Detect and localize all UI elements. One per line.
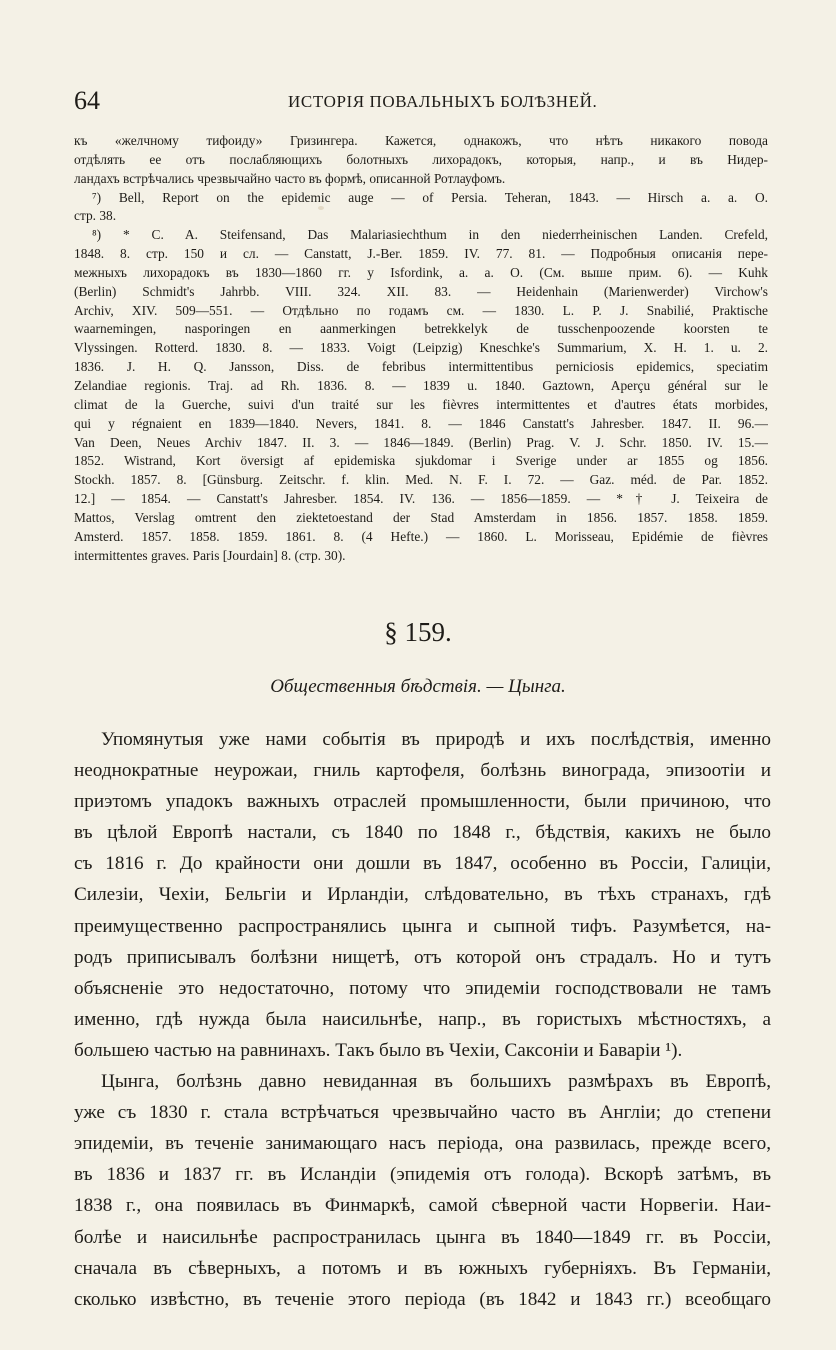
footnote-line: waarnemingen, nasporingen en aanmerkingen betrekkelyk de tusschenpoozende koorsten te	[74, 321, 768, 337]
text-line: съ 1816 г. До крайности они дошли въ 1847, особенно въ Россіи, Галиціи,	[74, 853, 771, 875]
footnote-line: Stockh. 1857. 8. [Günsburg. Zeitschr. f. klin. Med. N. F. I. 72. — Gaz. méd. de Par. 1852.	[74, 472, 768, 488]
footnote-line: intermittentes graves. Paris [Jourdain] 8. (стр. 30).	[74, 547, 346, 563]
section-number: § 159.	[384, 617, 452, 647]
text-line: въ 1836 и 1837 гг. въ Исландіи (эпидемія отъ голода). Вскорѣ затѣмъ, въ	[74, 1164, 771, 1186]
footnote-line: 1852. Wistrand, Kort översigt af epidemiska sjukdomar i Sverige under ar 1855 og 1856.	[74, 453, 768, 469]
footnote-line: Vlyssingen. Rotterd. 1830. 8. — 1833. Voigt (Leipzig) Kneschke's Summarium, X. H. 1. u. 2.	[74, 340, 768, 356]
text-line: болѣе и наисильнѣе распространилась цынга въ 1840—1849 гг. въ Россіи,	[74, 1226, 771, 1248]
text-line: въ цѣлой Европѣ настали, съ 1840 по 1848 г., бѣдствія, какихъ не было	[74, 822, 771, 844]
footnote-line: 12.] — 1854. — Canstatt's Jahresber. 1854. IV. 136. — 1856—1859. — *† J. Teixeira de	[74, 491, 768, 507]
text-line: эпидеміи, въ теченіе занимающаго насъ періода, она развилась, прежде всего,	[74, 1133, 771, 1155]
footnote-line: Van Deen, Neues Archiv 1847. II. 3. — 1846—1849. (Berlin) Prag. V. J. Schr. 1850. IV. 15.—	[74, 434, 768, 450]
footnote-line: Archiv, XIV. 509—551. — Отдѣльно по годамъ см. — 1830. L. P. J. Snabilié, Praktische	[74, 302, 768, 318]
footnote-line: ⁸) * C. A. Steifensand, Das Malariasiechthum in den niederrheinischen Landen. Crefeld,	[92, 227, 768, 243]
footnotes-block	[74, 132, 768, 565]
footnote-line: ландахъ встрѣчались чрезвычайно часто въ формѣ, описанной Ротлауфомъ.	[74, 170, 506, 186]
footnote-line: Amsterd. 1857. 1858. 1859. 1861. 8. (4 Hefte.) — 1860. L. Morisseau, Epidémie de fièvres	[74, 528, 768, 544]
footnote-line: межныхъ лихорадокъ въ 1830—1860 гг. у Isfordink, a. a. O. (См. выше прим. 6). — Kuhk	[74, 264, 768, 280]
footnote-line: (Berlin) Schmidt's Jahrbb. VIII. 324. XII. 83. — Heidenhain (Marienwerder) Virchow's	[74, 283, 768, 299]
footnote-line: 1848. 8. стр. 150 и сл. — Canstatt, J.-Ber. 1859. IV. 77. 81. — Подробныя описанія пере-	[74, 246, 768, 262]
footnote-line: 1836. J. H. Q. Jansson, Diss. de febribus intermittentibus perniciosis epidemics, speciatim	[74, 359, 768, 375]
main-text	[74, 724, 771, 1315]
text-line: Цынга, болѣзнь давно невиданная въ большихъ размѣрахъ въ Европѣ,	[101, 1071, 771, 1093]
footnote-line: отдѣлять ее отъ послабляющихъ болотныхъ лихорадокъ, которыя, напр., и въ Нидер-	[74, 151, 768, 167]
footnote-line: Mattos, Verslag omtrent den ziektetoestand der Stad Amsterdam in 1856. 1857. 1858. 1859.	[74, 509, 768, 525]
text-line: сколько извѣстно, въ теченіе этого періода (въ 1842 и 1843 гг.) всеобщаго	[74, 1288, 771, 1310]
text-line: родъ приписывалъ болѣзни нищетѣ, отъ которой онъ страдалъ. Но и тутъ	[74, 946, 771, 968]
section-heading: Общественныя бѣдствія. — Цынга.	[270, 676, 566, 697]
footnote-line: climat de la Guerche, suivi d'un traité sur les fièvres intermittentes et d'autres états morbides,	[74, 396, 768, 412]
text-line: именно, гдѣ нужда была наисильнѣе, напр., въ гористыхъ мѣстностяхъ, а	[74, 1008, 771, 1030]
text-line: сначала въ сѣверныхъ, а потомъ и въ южныхъ губерніяхъ. Въ Германіи,	[74, 1257, 771, 1279]
text-line: большею частью на равнинахъ. Такъ было въ Чехіи, Саксоніи и Баваріи ¹).	[74, 1039, 683, 1061]
text-line: 1838 г., она появилась въ Финмаркѣ, самой сѣверной части Норвегіи. Наи-	[74, 1195, 771, 1217]
text-line: неоднократные неурожаи, гниль картофеля, болѣзнь винограда, эпизоотіи и	[74, 760, 771, 782]
text-line: Силезіи, Чехіи, Бельгіи и Ирландіи, слѣдовательно, въ тѣхъ странахъ, гдѣ	[74, 884, 771, 906]
text-line: приэтомъ упадокъ важныхъ отраслей промышленности, были причиною, что	[74, 791, 771, 813]
footnote-line: Zelandiae regionis. Traj. ad Rh. 1836. 8. — 1839 u. 1840. Gaztown, Aperçu général sur le	[74, 377, 768, 393]
footnote-line: стр. 38.	[74, 208, 117, 224]
text-line: уже съ 1830 г. стала встрѣчаться чрезвычайно часто въ Англіи; до степени	[74, 1102, 771, 1124]
text-line: преимущественно распространялись цынга и сыпной тифъ. Разумѣется, на-	[74, 915, 771, 937]
footnote-line: ⁷) Bell, Report on the epidemic auge — of Persia. Teheran, 1843. — Hirsch a. a. O.	[92, 189, 768, 205]
text-line: объясненіе это недостаточно, потому что эпидеміи господствовали не тамъ	[74, 977, 771, 999]
footnote-line: qui y régnaient en 1839—1840. Nevers, 1841. 8. — 1846 Canstatt's Jahresber. 1847. II. 96.—	[74, 415, 768, 431]
page-number: 64	[74, 86, 100, 115]
running-title: ИСТОРІЯ ПОВАЛЬНЫХЪ БОЛѢЗНЕЙ.	[288, 92, 598, 111]
text-line: Упомянутыя уже нами событія въ природѣ и ихъ послѣдствія, именно	[101, 729, 771, 750]
footnote-line: къ «желчному тифоиду» Гризингера. Кажется, однакожъ, что нѣтъ никакого повода	[74, 133, 768, 148]
page-header	[74, 86, 769, 120]
